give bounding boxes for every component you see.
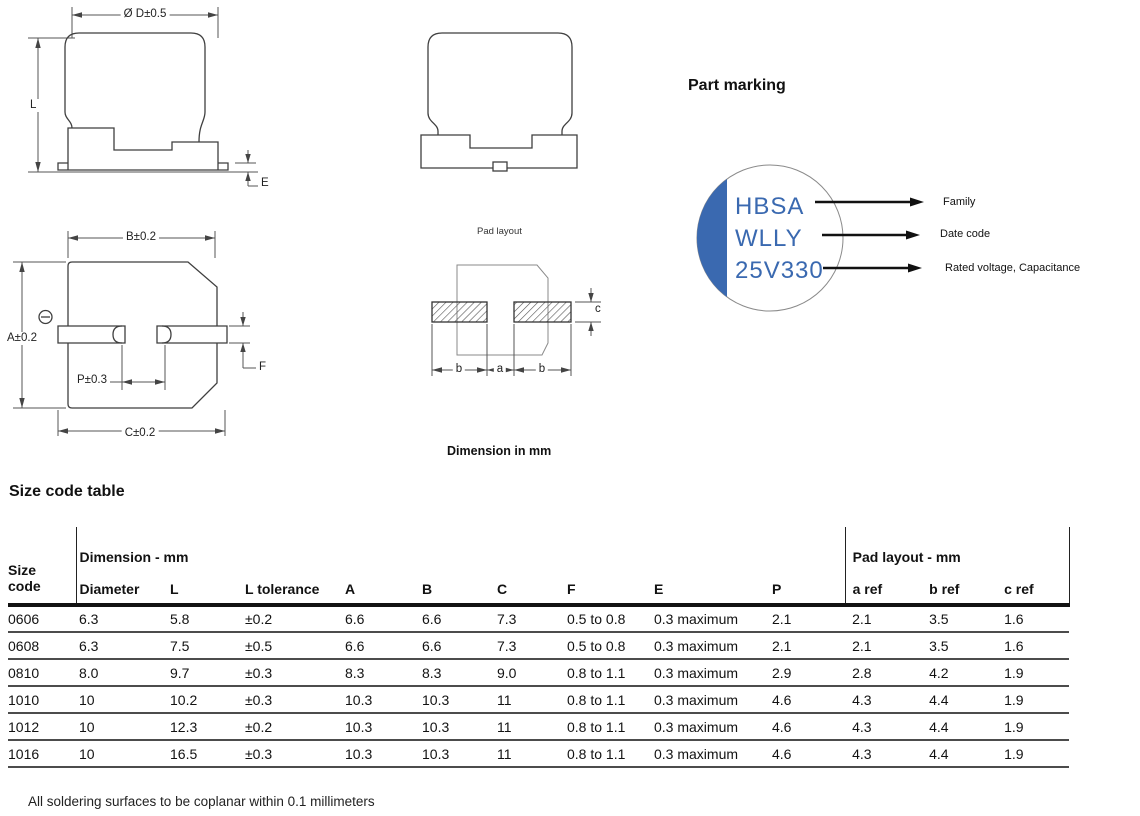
part-marking-title: Part marking xyxy=(688,77,786,94)
polarity-stripe xyxy=(697,179,727,297)
col-l-tolerance: L tolerance xyxy=(245,574,345,605)
dim-label-f: F xyxy=(256,361,269,374)
marking-line-datecode: WLLY xyxy=(735,225,803,252)
dim-label-p: P±0.3 xyxy=(74,374,110,387)
dim-label-length: L xyxy=(27,99,39,112)
pad-dim-b-left: b xyxy=(453,363,465,376)
size-table-title: Size code table xyxy=(9,483,125,500)
dim-label-diameter: Ø D±0.5 xyxy=(121,8,170,21)
dim-label-c: C±0.2 xyxy=(122,427,159,440)
callout-datecode: Date code xyxy=(940,228,991,240)
table-row: 0810 8.0 9.7 ±0.3 8.3 8.3 9.0 0.8 to 1.1 0.3 maximum 2.9 2.8 4.2 1.9 xyxy=(8,659,1069,686)
front-view-drawing xyxy=(410,25,590,175)
pad-layout-title: Pad layout xyxy=(477,226,522,237)
callout-rating: Rated voltage, Capacitance xyxy=(945,262,1081,274)
pad-layout-drawing xyxy=(420,250,620,385)
col-b: B xyxy=(422,574,497,605)
table-row: 1016 10 16.5 ±0.3 10.3 10.3 11 0.8 to 1.1 0.3 maximum 4.6 4.3 4.4 1.9 xyxy=(8,740,1069,767)
col-b-ref: b ref xyxy=(929,574,1004,605)
polarity-minus-icon xyxy=(39,311,52,324)
dim-label-a: A±0.2 xyxy=(4,332,40,345)
side-view-drawing xyxy=(10,5,280,205)
dim-label-e: E xyxy=(258,177,272,190)
header-size-code: Size code xyxy=(8,527,76,605)
pad-left xyxy=(432,302,487,322)
bottom-view-drawing xyxy=(10,228,280,443)
pad-right xyxy=(514,302,571,322)
col-e: E xyxy=(654,574,772,605)
table-row: 0608 6.3 7.5 ±0.5 6.6 6.6 7.3 0.5 to 0.8 0.3 maximum 2.1 2.1 3.5 1.6 xyxy=(8,632,1069,659)
col-a: A xyxy=(345,574,422,605)
group-header-dimension: Dimension - mm xyxy=(76,527,845,574)
callout-family: Family xyxy=(943,196,976,208)
group-header-pad-layout: Pad layout - mm xyxy=(845,527,1069,574)
size-code-table xyxy=(8,527,1070,768)
table-row: 1012 10 12.3 ±0.2 10.3 10.3 11 0.8 to 1.1 0.3 maximum 4.6 4.3 4.4 1.9 xyxy=(8,713,1069,740)
marking-line-family: HBSA xyxy=(735,193,805,220)
marking-line-rating: 25V330 xyxy=(735,257,824,284)
col-l: L xyxy=(170,574,245,605)
col-c-ref: c ref xyxy=(1004,574,1069,605)
col-p: P xyxy=(772,574,845,605)
terminal-right xyxy=(157,326,227,343)
pad-dim-a: a xyxy=(494,363,506,376)
coplanarity-note: All soldering surfaces to be coplanar within 0.1 millimeters xyxy=(28,794,375,809)
capacitor-body-outline xyxy=(65,33,205,112)
pad-dim-c: c xyxy=(592,303,604,316)
dimension-unit-note: Dimension in mm xyxy=(447,444,552,458)
table-row: 0606 6.3 5.8 ±0.2 6.6 6.6 7.3 0.5 to 0.8 0.3 maximum 2.1 2.1 3.5 1.6 xyxy=(8,605,1069,632)
table-row: 1010 10 10.2 ±0.3 10.3 10.3 11 0.8 to 1.1 0.3 maximum 4.6 4.3 4.4 1.9 xyxy=(8,686,1069,713)
col-a-ref: a ref xyxy=(845,574,929,605)
col-c: C xyxy=(497,574,567,605)
dim-label-b: B±0.2 xyxy=(123,231,159,244)
capacitor-base-outline xyxy=(68,128,218,170)
col-diameter: Diameter xyxy=(76,574,170,605)
col-f: F xyxy=(567,574,654,605)
pad-dim-b-right: b xyxy=(536,363,548,376)
